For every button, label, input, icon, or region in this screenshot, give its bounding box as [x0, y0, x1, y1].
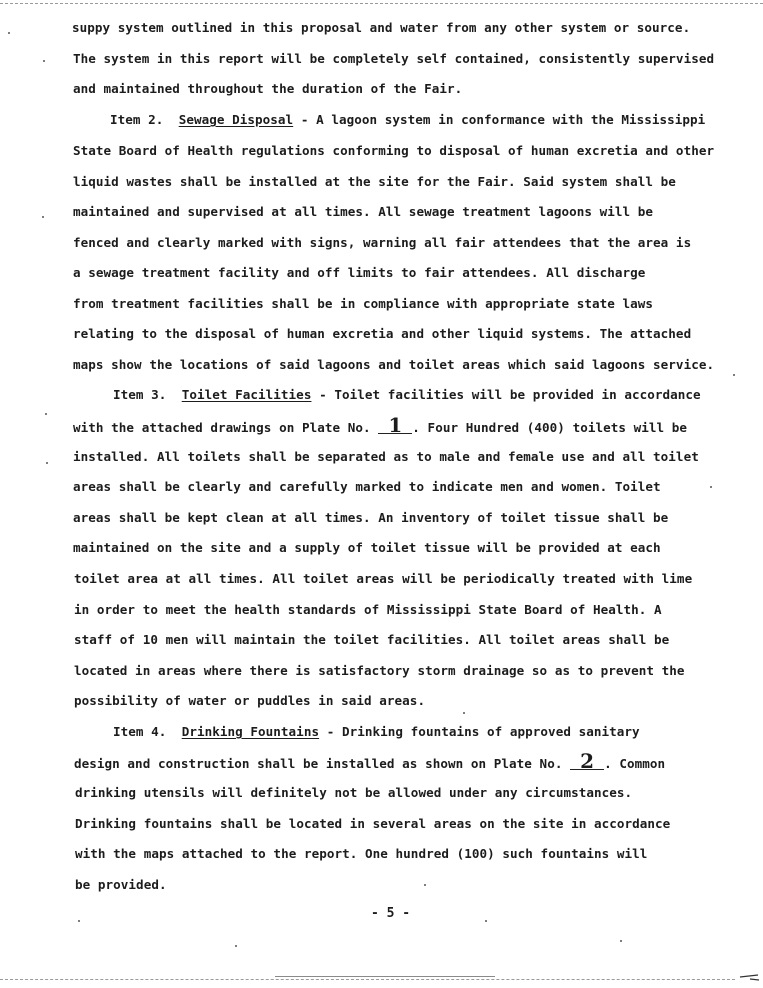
body-line: The system in this report will be completely self contained, consistently supervised: [73, 51, 715, 66]
plate-line-prefix: with the attached drawings on Plate No.: [73, 420, 379, 435]
bottom-edge-rule: [275, 976, 495, 977]
item-3-text: - Toilet facilities will be provided in accordance: [311, 387, 701, 402]
item-2-title: Sewage Disposal: [178, 112, 294, 127]
body-line: toilet area at all times. All toilet areas will be periodically treated with lime: [74, 571, 693, 586]
body-line: in order to meet the health standards of Mississippi State Board of Health. A: [74, 602, 662, 617]
item-2-label: Item 2.: [110, 112, 164, 127]
body-line: be provided.: [75, 877, 167, 892]
scan-speck: [620, 940, 622, 942]
item-3-plate-line: [73, 413, 688, 437]
body-line: suppy system outlined in this proposal and water from any other system or source.: [72, 20, 691, 35]
scan-speck: [424, 884, 426, 886]
body-line: Drinking fountains shall be located in several areas on the site in accordance: [75, 816, 671, 831]
body-line: fenced and clearly marked with signs, warning all fair attendees that the area is: [73, 235, 692, 250]
item-4-heading-line: [113, 724, 640, 740]
scan-speck: [463, 712, 465, 714]
body-line: relating to the disposal of human excretia and other liquid systems. The attached: [73, 326, 692, 341]
scan-speck: [733, 374, 735, 376]
body-line: maps show the locations of said lagoons and toilet areas which said lagoons service.: [73, 357, 715, 372]
item-4-title: Drinking Fountains: [181, 724, 320, 739]
scan-speck: [46, 462, 48, 464]
body-line: installed. All toilets shall be separated as to male and female use and all toilet: [73, 449, 699, 464]
body-line: areas shall be kept clean at all times. An inventory of toilet tissue shall be: [73, 510, 669, 525]
item-4-text: - Drinking fountains of approved sanitary: [319, 724, 640, 739]
body-line: and maintained throughout the duration of the Fair.: [73, 81, 463, 96]
item-4-plate-line: [74, 749, 666, 773]
body-line: areas shall be clearly and carefully marked to indicate men and women. Toilet: [73, 479, 661, 494]
scan-speck: [43, 60, 45, 62]
body-line: State Board of Health regulations conforming to disposal of human excretia and other: [73, 143, 715, 158]
plate-line-prefix: design and construction shall be installed as shown on Plate No.: [74, 756, 571, 771]
scan-speck: [42, 216, 44, 218]
scan-mark-icon: [738, 970, 760, 984]
scan-speck: [710, 486, 712, 488]
item-3-title: Toilet Facilities: [181, 387, 312, 402]
body-line: a sewage treatment facility and off limits to fair attendees. All discharge: [73, 265, 646, 280]
body-line: with the maps attached to the report. One hundred (100) such fountains will: [75, 846, 648, 861]
plate-line-suffix: . Four Hundred (400) toilets will be: [412, 420, 688, 435]
scan-speck: [485, 920, 487, 922]
item-4-label: Item 4.: [113, 724, 167, 739]
scan-speck: [78, 920, 80, 922]
page-number: - 5 -: [371, 906, 411, 921]
body-line: maintained and supervised at all times. All sewage treatment lagoons will be: [73, 204, 654, 219]
item-2-heading-line: [110, 112, 705, 128]
scan-speck: [45, 413, 47, 415]
scan-speck: [235, 945, 237, 947]
body-line: maintained on the site and a supply of toilet tissue will be provided at each: [73, 540, 661, 555]
body-line: possibility of water or puddles in said areas.: [74, 693, 426, 708]
body-line: from treatment facilities shall be in compliance with appropriate state laws: [73, 296, 654, 311]
plate-number-handwritten: 2: [570, 754, 604, 770]
item-3-label: Item 3.: [113, 387, 167, 402]
item-2-text: - A lagoon system in conformance with the Mississippi: [293, 112, 706, 127]
scan-speck: [8, 32, 10, 34]
top-edge-rule: [0, 3, 763, 4]
body-line: staff of 10 men will maintain the toilet facilities. All toilet areas shall be: [74, 632, 670, 647]
plate-number-handwritten: 1: [378, 418, 412, 434]
item-3-heading-line: [113, 387, 701, 403]
body-line: drinking utensils will definitely not be allowed under any circumstances.: [75, 785, 633, 800]
plate-line-suffix: . Common: [604, 756, 666, 771]
body-line: liquid wastes shall be installed at the site for the Fair. Said system shall be: [73, 174, 676, 189]
bottom-edge-rule: [0, 979, 735, 980]
body-line: located in areas where there is satisfactory storm drainage so as to prevent the: [74, 663, 685, 678]
